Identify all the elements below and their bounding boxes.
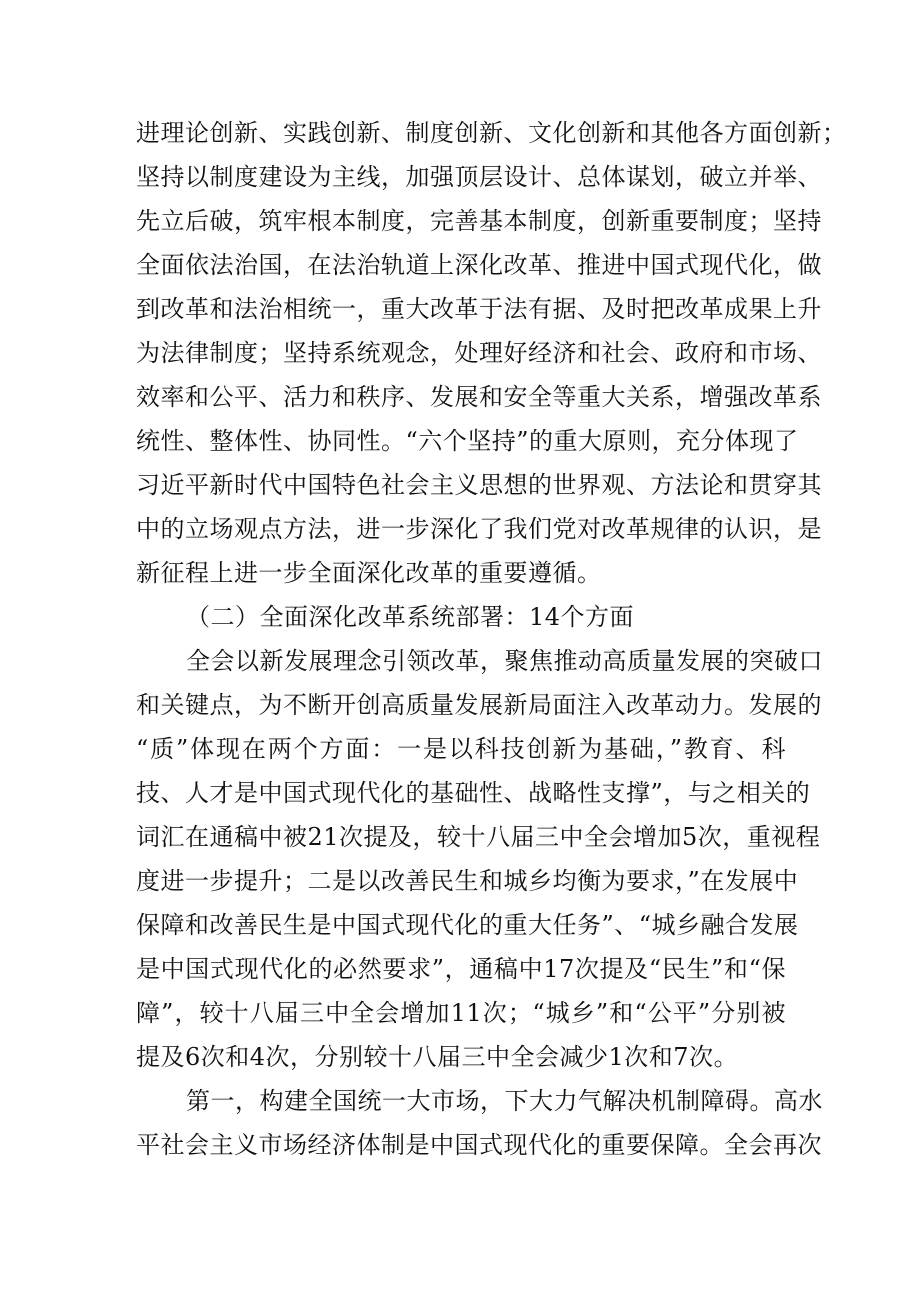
text-line: 技、人才是中国式现代化的基础性、战略性支撑”，与之相关的 <box>136 779 811 807</box>
text-line: 全会以新发展理念引领改革，聚焦推动高质量发展的突破口 <box>186 647 823 675</box>
text-line: 先立后破，筑牢根本制度，完善基本制度，创新重要制度；坚持 <box>136 207 822 235</box>
text-line: 到改革和法治相统一，重大改革于法有据、及时把改革成果上升 <box>136 295 822 323</box>
text-line: 和关键点，为不断开创高质量发展新局面注入改革动力。发展的 <box>136 691 822 719</box>
text-line: 是中国式现代化的必然要求”，通稿中17次提及“民生”和“保 <box>136 955 786 983</box>
text-line: 平社会主义市场经济体制是中国式现代化的重要保障。全会再次 <box>136 1131 822 1159</box>
text-line: 度进一步提升；二是以改善民生和城乡均衡为要求，”在发展中 <box>136 867 799 895</box>
text-line: 中的立场观点方法，进一步深化了我们党对改革规律的认识，是 <box>136 515 822 543</box>
text-line: 障”，较十八届三中全会增加11次；“城乡”和“公平”分别被 <box>136 999 786 1027</box>
section-heading: （二）全面深化改革系统部署：14个方面 <box>186 603 635 631</box>
text-line: 统性、整体性、协同性。“六个坚持”的重大原则，充分体现了 <box>136 427 799 455</box>
text-line: 习近平新时代中国特色社会主义思想的世界观、方法论和贯穿其 <box>136 471 822 499</box>
text-line: 词汇在通稿中被21次提及，较十八届三中全会增加5次，重视程 <box>136 823 821 851</box>
text-line: 坚持以制度建设为主线，加强顶层设计、总体谋划，破立并举、 <box>136 163 822 191</box>
text-line: “质”体现在两个方面：一是以科技创新为基础，”教育、科 <box>136 735 786 763</box>
text-line: 效率和公平、活力和秩序、发展和安全等重大关系，增强改革系 <box>136 383 822 411</box>
text-line: 提及6次和4次，分别较十八届三中全会减少1次和7次。 <box>136 1043 739 1071</box>
text-line: 为法律制度；坚持系统观念，处理好经济和社会、政府和市场、 <box>136 339 822 367</box>
text-line: 第一，构建全国统一大市场，下大力气解决机制障碍。高水 <box>186 1087 823 1115</box>
text-line: 进理论创新、实践创新、制度创新、文化创新和其他各方面创新； <box>136 119 847 147</box>
text-line: 新征程上进一步全面深化改革的重要遵循。 <box>136 559 602 587</box>
text-line: 保障和改善民生是中国式现代化的重大任务”、“城乡融合发展 <box>136 911 799 939</box>
text-line: 全面依法治国，在法治轨道上深化改革、推进中国式现代化，做 <box>136 251 822 279</box>
